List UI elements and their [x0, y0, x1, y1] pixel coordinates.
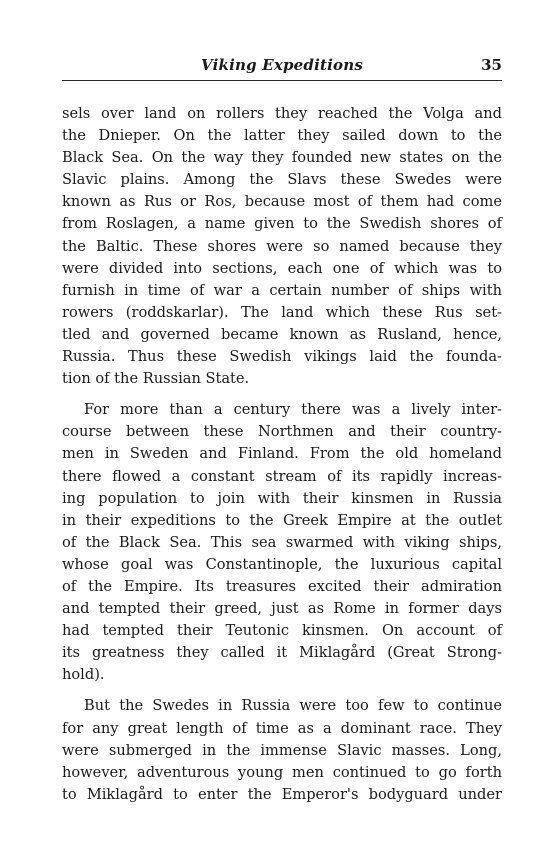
text-line: rowers (roddskarlar). The land which these Rus set- [62, 303, 502, 321]
text-line: Black Sea. On the way they founded new states on the [62, 149, 502, 167]
text-line: Russia. Thus these Swedish vikings laid the founda- [62, 348, 502, 366]
text-line: were divided into sections, each one of which was to [62, 259, 502, 277]
text-line: the Baltic. These shores were so named because they [62, 237, 502, 255]
text-line: and tempted their greed, just as Rome in former days [62, 600, 502, 618]
text-line: For more than a century there was a lively inter- [84, 401, 502, 419]
text-line: from Roslagen, a name given to the Swedish shores of [62, 215, 502, 233]
text-line: of the Empire. Its treasures excited their admiration [62, 577, 502, 595]
paragraph-1 [62, 103, 502, 390]
running-title: Viking Expeditions [201, 56, 363, 74]
text-line: in their expeditions to the Greek Empire at the outlet [62, 511, 502, 529]
text-line: for any great length of time as a dominant race. They [62, 719, 502, 737]
text-line: its greatness they called it Miklagård (Great Strong- [62, 644, 502, 662]
page-number: 35 [481, 56, 502, 74]
text-line: furnish in time of war a certain number of ships with [62, 281, 502, 299]
text-line: men in Sweden and Finland. From the old homeland [62, 445, 502, 463]
text-line: had tempted their Teutonic kinsmen. On account of [62, 622, 502, 640]
text-line: whose goal was Constantinople, the luxurious capital [62, 555, 502, 573]
text-line: were submerged in the immense Slavic masses. Long, [62, 741, 502, 759]
text-line: hold). [62, 666, 105, 684]
text-line: known as Rus or Ros, because most of them had come [62, 193, 502, 211]
text-line: the Dnieper. On the latter they sailed down to the [62, 127, 502, 145]
text-line: Slavic plains. Among the Slavs these Swedes were [62, 171, 502, 189]
text-line: there flowed a constant stream of its rapidly increas- [62, 467, 502, 485]
text-line: sels over land on rollers they reached the Volga and [62, 105, 502, 122]
text-line: of the Black Sea. This sea swarmed with viking ships, [62, 533, 502, 551]
paragraph-3 [62, 695, 502, 805]
text-line: tion of the Russian State. [62, 370, 250, 388]
text-line: tled and governed became known as Rusland, hence, [62, 325, 502, 343]
text-line: however, adventurous young men continued to go forth [62, 763, 502, 781]
book-page [62, 56, 502, 815]
paragraph-2 [62, 399, 502, 686]
text-line: But the Swedes in Russia were too few to continue [84, 697, 502, 715]
running-head [62, 56, 502, 81]
text-line: to Miklagård to enter the Emperor's bodyguard under [62, 785, 502, 803]
text-line: course between these Northmen and their country- [62, 423, 502, 441]
text-line: ing population to join with their kinsmen in Russia [62, 489, 502, 507]
